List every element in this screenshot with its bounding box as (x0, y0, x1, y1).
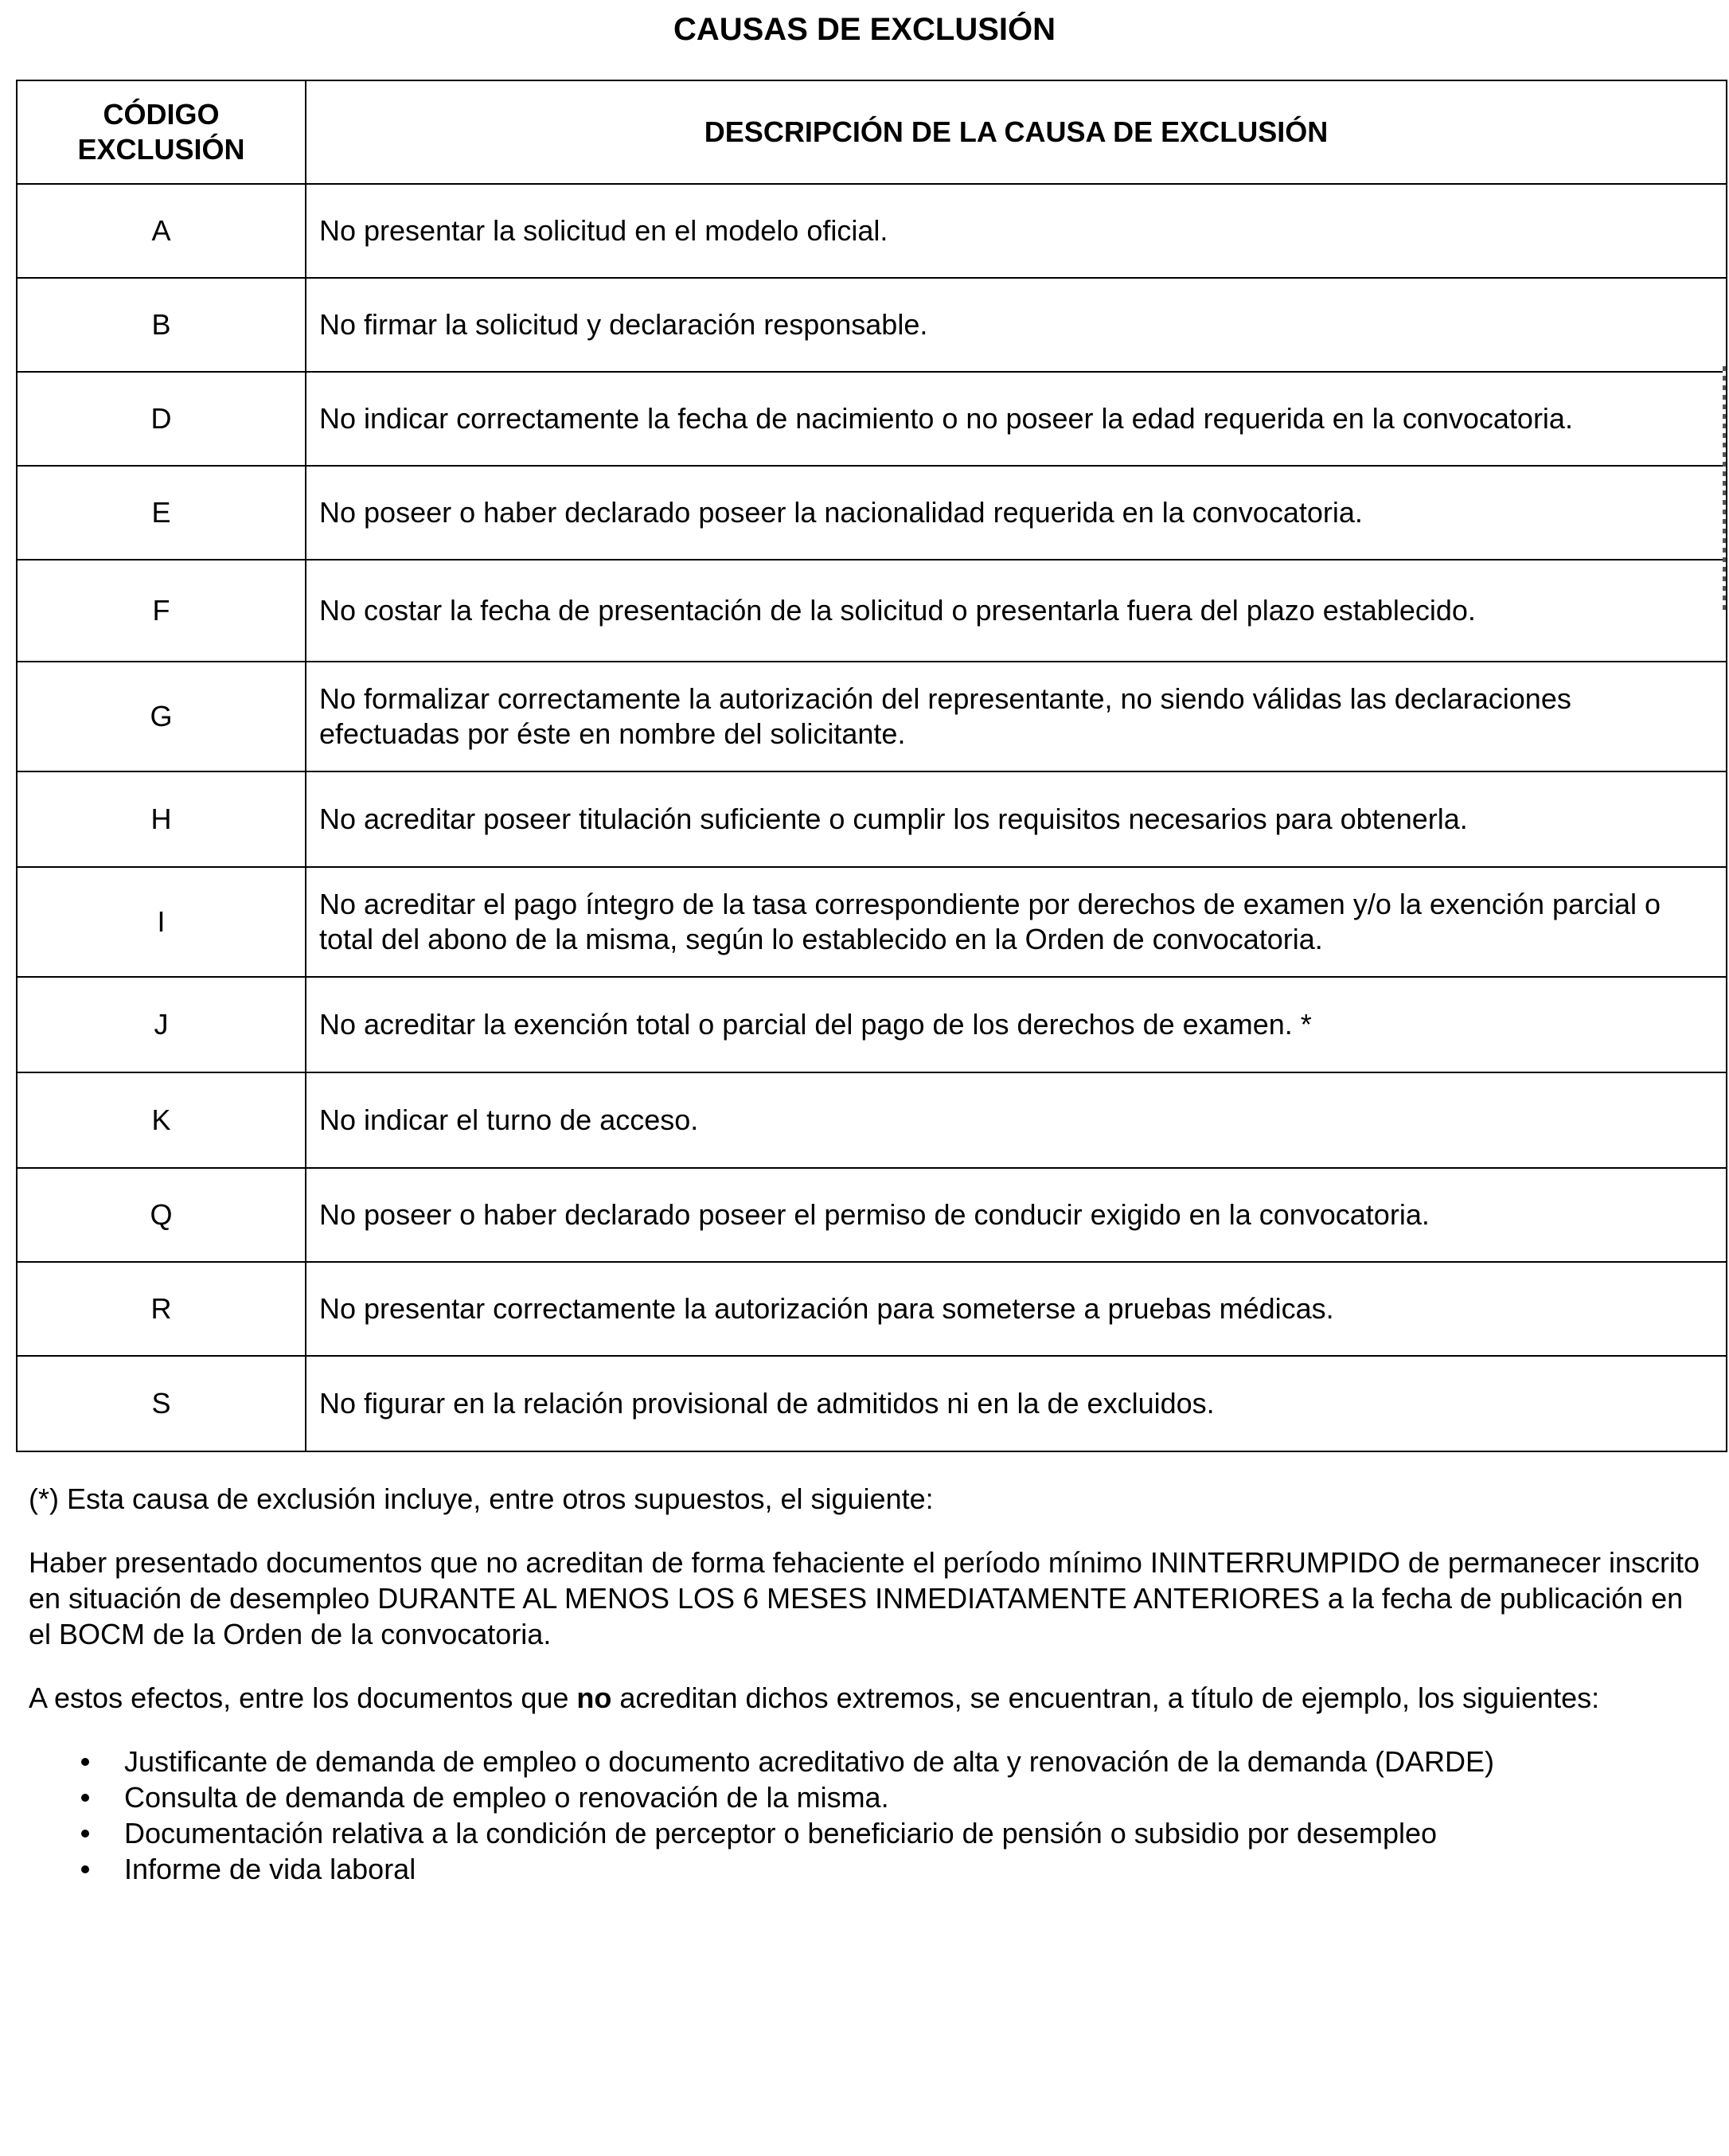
header-code (17, 80, 306, 184)
cause-code: F (17, 560, 306, 662)
table-row (17, 184, 1727, 278)
table-row (17, 771, 1727, 867)
page-title: CAUSAS DE EXCLUSIÓN (673, 12, 1056, 47)
cause-code: E (17, 466, 306, 560)
list-item (29, 1744, 1708, 1779)
list-item-text: Documentación relativa a la condición de perceptor o beneficiario de pensión o subsidio por desempleo (124, 1817, 1438, 1849)
cause-description: No acreditar la exención total o parcial del pago de los derechos de examen. * (306, 977, 1727, 1072)
table-row (17, 372, 1727, 466)
bullet-icon (81, 1865, 89, 1873)
header-code-line1: CÓDIGO (103, 98, 220, 131)
table-row (17, 466, 1727, 560)
table-row (17, 1356, 1727, 1451)
cause-code: I (17, 867, 306, 977)
cause-description: No poseer o haber declarado poseer la nacionalidad requerida en la convocatoria. (306, 466, 1727, 560)
table-row (17, 1168, 1727, 1262)
table-row (17, 560, 1727, 662)
document-list (29, 1744, 1708, 1887)
notes-section (29, 1481, 1708, 1887)
table-header-row (17, 80, 1727, 184)
bullet-icon (81, 1830, 89, 1838)
header-code-line2: EXCLUSIÓN (77, 133, 245, 166)
cause-code: A (17, 184, 306, 278)
cause-description: No figurar en la relación provisional de admitidos ni en la de excluidos. (306, 1356, 1727, 1451)
table-row (17, 1072, 1727, 1168)
note-paragraph: Haber presentado documentos que no acreditan de forma fehaciente el período mínimo ININTERRUMPIDO de permanecer inscrito en situación de desempleo DURANTE AL MENOS LOS 6 MESES INMEDIATAMENTE ANTERIORES a la fecha de publicación en el BOCM de la Orden de la convocatoria. (29, 1546, 1700, 1650)
examples-text-bold: no (576, 1681, 612, 1714)
note-paragraph-examples (29, 1680, 1708, 1716)
list-item-text: Informe de vida laboral (124, 1853, 416, 1885)
cause-code: Q (17, 1168, 306, 1262)
cause-code: K (17, 1072, 306, 1168)
cause-description: No costar la fecha de presentación de la solicitud o presentarla fuera del plazo establecido. (306, 560, 1727, 662)
table-row (17, 977, 1727, 1072)
list-item (29, 1815, 1708, 1851)
bullet-icon (81, 1794, 89, 1802)
cause-description: No formalizar correctamente la autorización del representante, no siendo válidas las declaraciones efectuadas por éste en nombre del solicitante. (306, 662, 1727, 771)
cause-code: D (17, 372, 306, 466)
cause-description: No indicar el turno de acceso. (306, 1072, 1727, 1168)
cause-description: No presentar correctamente la autorización para someterse a pruebas médicas. (306, 1262, 1727, 1356)
cause-code: H (17, 771, 306, 867)
list-item-text: Justificante de demanda de empleo o documento acreditativo de alta y renovación de la demanda (DARDE) (124, 1745, 1495, 1778)
cause-code: R (17, 1262, 306, 1356)
scan-marker (1723, 366, 1726, 613)
table-row (17, 662, 1727, 771)
cause-code: B (17, 278, 306, 372)
examples-text-start: A estos efectos, entre los documentos que (29, 1681, 577, 1714)
cause-description: No acreditar poseer titulación suficiente o cumplir los requisitos necesarios para obtenerla. (306, 771, 1727, 867)
cause-code: G (17, 662, 306, 771)
exclusion-causes-table (16, 80, 1727, 1452)
table-row (17, 1262, 1727, 1356)
asterisk-note: (*) Esta causa de exclusión incluye, entre otros supuestos, el siguiente: (29, 1482, 934, 1515)
examples-text-end: acreditan dichos extremos, se encuentran, a título de ejemplo, los siguientes: (611, 1681, 1600, 1714)
cause-description: No indicar correctamente la fecha de nacimiento o no poseer la edad requerida en la convocatoria. (306, 372, 1727, 466)
cause-description: No firmar la solicitud y declaración responsable. (306, 278, 1727, 372)
cause-description: No presentar la solicitud en el modelo oficial. (306, 184, 1727, 278)
table-row (17, 278, 1727, 372)
header-description: DESCRIPCIÓN DE LA CAUSA DE EXCLUSIÓN (306, 80, 1727, 184)
list-item (29, 1779, 1708, 1815)
table-row (17, 867, 1727, 977)
bullet-icon (81, 1758, 89, 1766)
cause-description: No acreditar el pago íntegro de la tasa correspondiente por derechos de examen y/o la exención parcial o total del abono de la misma, según lo establecido en la Orden de convocatoria. (306, 867, 1727, 977)
list-item (29, 1851, 1708, 1887)
cause-code: S (17, 1356, 306, 1451)
cause-code: J (17, 977, 306, 1072)
list-item-text: Consulta de demanda de empleo o renovación de la misma. (124, 1781, 889, 1814)
cause-description: No poseer o haber declarado poseer el permiso de conducir exigido en la convocatoria. (306, 1168, 1727, 1262)
